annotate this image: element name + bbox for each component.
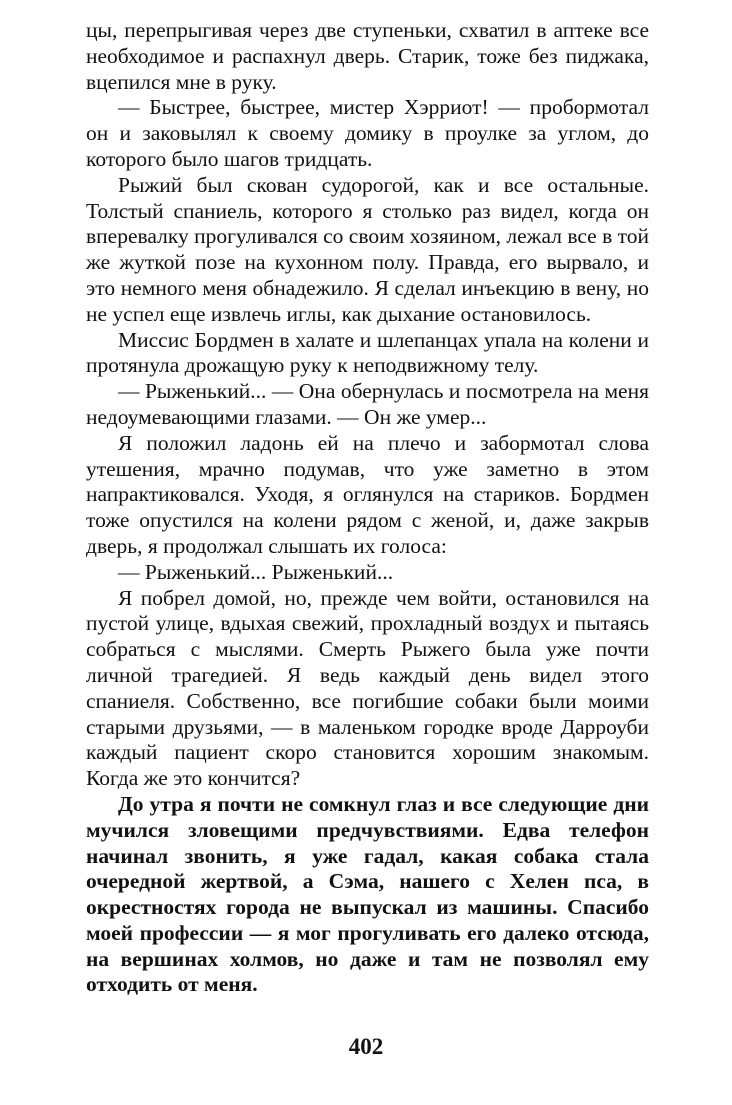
paragraph-6: Я положил ладонь ей на плечо и забормотал слова утешения, мрачно подумав, что уже заметно в этом напрактиковался. Уходя, я оглянулся на стариков. Бордмен тоже опустился на колени рядом с женой, и, даже закрыв дверь, я продолжал слышать их голоса: [86,430,649,558]
paragraph-3: Рыжий был скован судорогой, как и все остальные. Толстый спаниель, которого я столько раз видел, когда он вперевалку прогуливался со своим хозяином, лежал все в той же жуткой позе на кухонном полу. Правда, его вырвало, и это немного меня обнадежило. Я сделал инъекцию в вену, но не успел еще извлечь иглы, как дыхание остановилось. [86,172,649,326]
paragraph-1: цы, перепрыгивая через две ступеньки, схватил в аптеке все необходимое и распахнул дверь. Старик, тоже без пиджака, вцепился мне в руку. [86,18,649,94]
paragraph-9: До утра я почти не сомкнул глаз и все следующие дни мучился зловещими предчувствиями. Едва телефон начинал звонить, я уже гадал, какая собака стала очередной жертвой, а Сэма, нашего с Хелен пса, в окрестностях города не выпускал из машины. Спасибо моей профессии — я мог прогуливать его далеко отсюда, на вершинах холмов, но даже и там не позволял ему отходить от меня. [86,791,649,997]
paragraph-7: — Рыженький... Рыженький... [118,559,394,584]
paragraph-8: Я побрел домой, но, прежде чем войти, остановился на пустой улице, вдыхая свежий, прохладный воздух и пытаясь собраться с мыслями. Смерть Рыжего была уже почти личной трагедией. Я ведь каждый день видел этого спаниеля. Собственно, все погибшие собаки были моими старыми друзьями, — в маленьком городке вроде Дарроуби каждый пациент скоро становится хорошим знакомым. Когда же это кончится? [86,585,649,791]
paragraph-5: — Рыженький... — Она обернулась и посмотрела на меня недоумевающими глазами. — Он же умер... [86,379,649,429]
page-body [86,18,649,998]
paragraph-4: Миссис Бордмен в халате и шлепанцах упала на колени и протянула дрожащую руку к неподвижному телу. [86,327,649,378]
paragraph-2: — Быстрее, быстрее, мистер Хэрриот! — пробормотал он и заковылял к своему домику в проулке за углом, до которого было шагов тридцать. [86,95,649,171]
page-number: 402 [348,1034,384,1059]
